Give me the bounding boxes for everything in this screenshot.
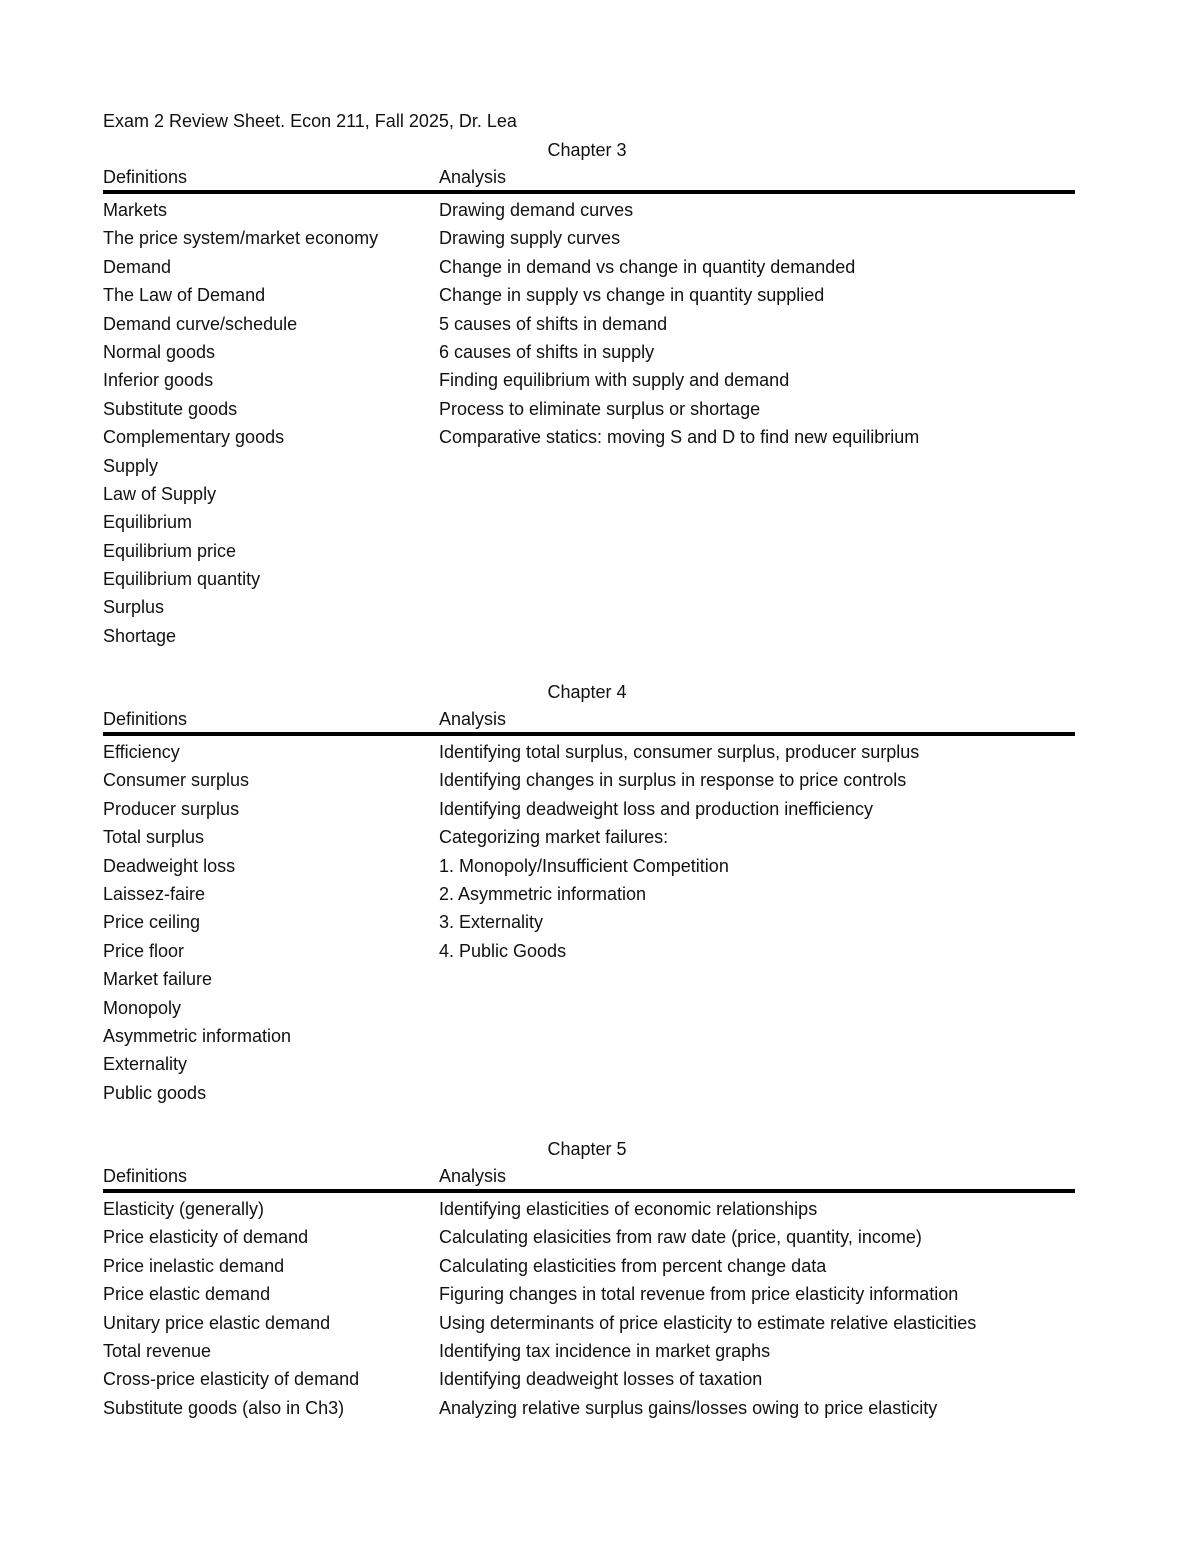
chapter-heading: Chapter 5 <box>547 1139 627 1159</box>
definition-item: Law of Supply <box>103 483 217 504</box>
definition-item: Equilibrium price <box>103 540 237 561</box>
definitions-list <box>103 1195 433 1422</box>
definitions-header: Definitions <box>103 167 188 187</box>
definition-item: Shortage <box>103 625 177 646</box>
definition-item: Normal goods <box>103 341 216 362</box>
analysis-item: Identifying elasticities of economic relationships <box>439 1199 818 1219</box>
definition-item: Price floor <box>103 940 185 961</box>
chapter-3-section <box>103 137 1075 646</box>
definitions-header: Definitions <box>103 709 188 729</box>
definition-item: Total revenue <box>103 1340 212 1361</box>
header-rule <box>103 190 1075 194</box>
definition-item: Price inelastic demand <box>103 1255 285 1276</box>
definitions-list <box>103 196 433 650</box>
analysis-item: Identifying total surplus, consumer surplus, producer surplus <box>439 742 920 762</box>
definition-item: Substitute goods (also in Ch3) <box>103 1397 345 1418</box>
document-title: Exam 2 Review Sheet. Econ 211, Fall 2025, Dr. Lea <box>103 111 517 131</box>
analysis-header: Analysis <box>439 167 507 187</box>
analysis-item: 2. Asymmetric information <box>439 883 647 904</box>
analysis-item: Drawing demand curves <box>439 200 634 220</box>
analysis-list <box>439 196 1079 452</box>
analysis-item: 6 causes of shifts in supply <box>439 341 655 362</box>
analysis-item: Process to eliminate surplus or shortage <box>439 398 761 419</box>
analysis-item: 5 causes of shifts in demand <box>439 313 668 334</box>
analysis-header: Analysis <box>439 709 507 729</box>
analysis-item: Figuring changes in total revenue from price elasticity information <box>439 1284 959 1305</box>
analysis-item: Analyzing relative surplus gains/losses owing to price elasticity <box>439 1397 938 1418</box>
definition-item: Markets <box>103 200 168 220</box>
column-headers <box>103 706 1075 732</box>
analysis-item: Calculating elasticities from percent change data <box>439 1255 827 1276</box>
definition-item: Elasticity (generally) <box>103 1199 265 1219</box>
analysis-item: Identifying deadweight losses of taxation <box>439 1369 763 1390</box>
analysis-item: Drawing supply curves <box>439 228 621 249</box>
definition-item: Cross-price elasticity of demand <box>103 1369 360 1390</box>
definition-item: Demand curve/schedule <box>103 313 298 334</box>
definition-item: Public goods <box>103 1082 207 1103</box>
analysis-item: 3. Externality <box>439 912 544 933</box>
definitions-header: Definitions <box>103 1166 188 1186</box>
analysis-item: Comparative statics: moving S and D to find new equilibrium <box>439 427 920 448</box>
definition-item: The price system/market economy <box>103 228 379 249</box>
chapter-heading: Chapter 3 <box>547 140 627 160</box>
header-rule <box>103 1189 1075 1193</box>
definition-item: Demand <box>103 256 172 277</box>
definition-item: Deadweight loss <box>103 855 236 876</box>
definition-item: Asymmetric information <box>103 1025 292 1046</box>
definition-item: Efficiency <box>103 742 180 762</box>
definition-item: Laissez-faire <box>103 883 206 904</box>
chapter-heading: Chapter 4 <box>547 682 627 702</box>
definition-item: Consumer surplus <box>103 770 250 791</box>
definition-item: Externality <box>103 1054 188 1075</box>
column-headers <box>103 1163 1075 1189</box>
analysis-item: Calculating elasicities from raw date (price, quantity, income) <box>439 1227 922 1248</box>
definition-item: Price elasticity of demand <box>103 1227 309 1248</box>
definition-item: Price ceiling <box>103 912 201 933</box>
analysis-item: Identifying tax incidence in market graphs <box>439 1340 771 1361</box>
definition-item: Market failure <box>103 969 213 990</box>
analysis-item: Using determinants of price elasticity to estimate relative elasticities <box>439 1312 977 1333</box>
definition-item: Supply <box>103 455 159 476</box>
analysis-item: Change in demand vs change in quantity demanded <box>439 256 856 277</box>
definition-item: Price elastic demand <box>103 1284 271 1305</box>
analysis-list <box>439 738 1079 965</box>
definitions-list <box>103 738 433 1107</box>
column-headers <box>103 164 1075 190</box>
definition-item: Producer surplus <box>103 798 240 819</box>
analysis-item: Identifying changes in surplus in response to price controls <box>439 770 907 791</box>
analysis-item: Categorizing market failures: <box>439 827 669 848</box>
definition-item: Monopoly <box>103 997 182 1018</box>
header-rule <box>103 732 1075 736</box>
analysis-item: Change in supply vs change in quantity supplied <box>439 285 825 306</box>
definition-item: Substitute goods <box>103 398 238 419</box>
definition-item: Complementary goods <box>103 427 285 448</box>
chapter-5-section <box>103 1136 1075 1418</box>
definition-item: Equilibrium <box>103 512 193 533</box>
chapter-4-section <box>103 679 1075 1103</box>
analysis-item: 4. Public Goods <box>439 940 567 961</box>
analysis-item: Finding equilibrium with supply and demand <box>439 370 790 391</box>
definition-item: The Law of Demand <box>103 285 266 306</box>
definition-item: Equilibrium quantity <box>103 569 261 590</box>
definition-item: Surplus <box>103 597 165 618</box>
definition-item: Inferior goods <box>103 370 214 391</box>
analysis-list <box>439 1195 1079 1422</box>
analysis-item: Identifying deadweight loss and production inefficiency <box>439 798 873 819</box>
analysis-header: Analysis <box>439 1166 507 1186</box>
definition-item: Total surplus <box>103 827 205 848</box>
definition-item: Unitary price elastic demand <box>103 1312 331 1333</box>
analysis-item: 1. Monopoly/Insufficient Competition <box>439 855 729 876</box>
